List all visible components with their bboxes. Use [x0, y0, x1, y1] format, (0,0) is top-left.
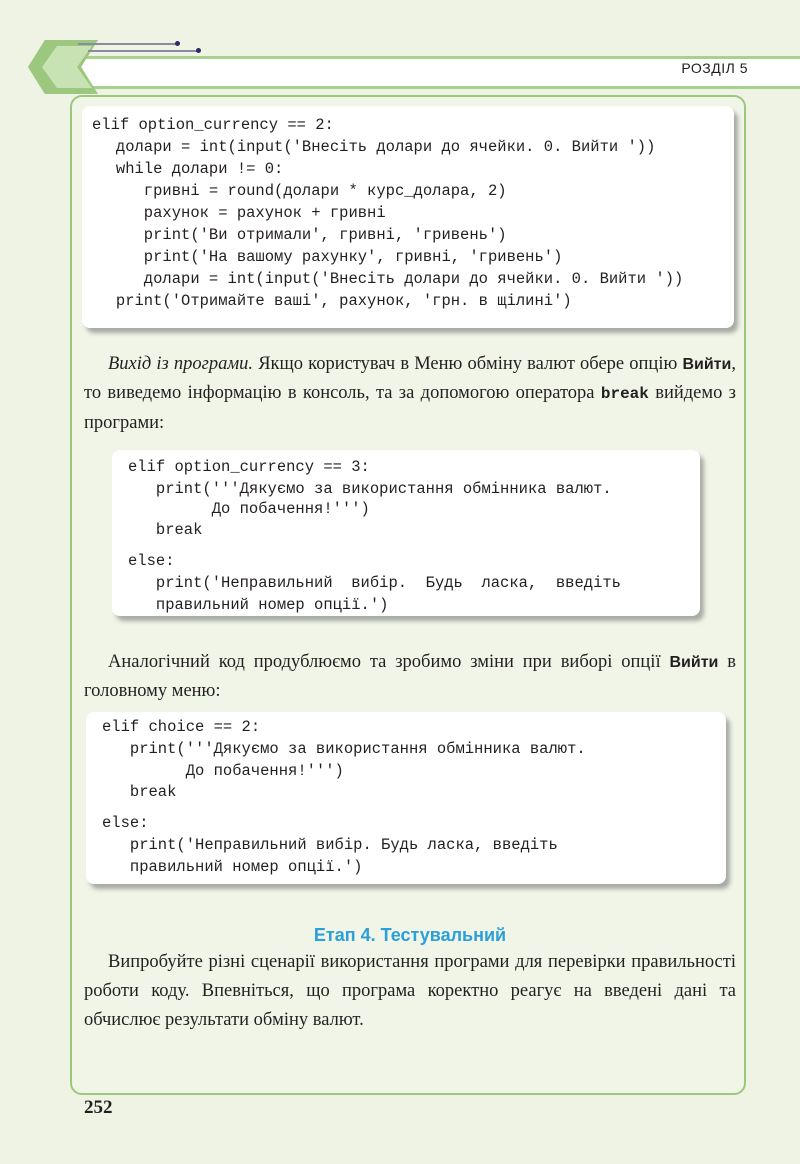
- paragraph-exit: [84, 350, 736, 438]
- code-line: print('Неправильний вибір. Будь ласка, введіть: [128, 574, 621, 592]
- option-name: Вийти: [682, 356, 732, 373]
- option-name: Вийти: [669, 654, 719, 671]
- code-line: break: [102, 783, 177, 801]
- page-number: 252: [84, 1097, 113, 1118]
- code-line: print('Ви отримали', гривні, 'гривень'): [88, 226, 507, 244]
- code-line: До побачення!'''): [128, 500, 370, 518]
- code-line: рахунок = рахунок + гривні: [88, 204, 386, 222]
- code-line: правильний номер опції.'): [102, 858, 363, 876]
- paragraph-analog: [84, 648, 736, 706]
- paragraph-lead: Вихід із програми.: [108, 354, 254, 374]
- code-line: гривні = round(долари * курс_долара, 2): [88, 182, 507, 200]
- code-line: break: [128, 521, 203, 539]
- code-line: elif option_currency == 3:: [128, 458, 370, 476]
- paragraph-text: в головному меню:: [84, 652, 736, 701]
- code-block-3: [86, 712, 726, 884]
- code-line: До побачення!'''): [102, 762, 344, 780]
- stage-title: Етап 4. Тестувальний: [313, 925, 507, 945]
- code-line: правильний номер опції.'): [128, 596, 389, 614]
- code-line: while долари != 0:: [88, 160, 284, 178]
- code-line: print('Отримайте ваші', рахунок, 'грн. в щілині'): [88, 292, 572, 310]
- section-label: РОЗДІЛ 5: [681, 60, 748, 76]
- code-line: print('''Дякуємо за використання обмінника валют.: [128, 480, 612, 498]
- code-line: elif choice == 2:: [102, 718, 261, 736]
- paragraph-text: Випробуйте різні сценарії використання програми для перевірки правильності роботи коду. Впевніться, що програма коректно реагує на введені дані та обчислює результати обміну валют.: [84, 952, 736, 1030]
- header-dot: [175, 41, 180, 46]
- paragraph-text: вийдемо з програми:: [84, 383, 736, 433]
- header-line: [88, 50, 198, 52]
- code-block-2: [112, 450, 700, 616]
- header-dot: [196, 48, 201, 53]
- paragraph-testing: [84, 948, 736, 1035]
- code-line: else:: [128, 552, 175, 570]
- code-line: долари = int(input('Внесіть долари до ячейки. 0. Вийти ')): [88, 138, 656, 156]
- code-line: elif option_currency == 2:: [92, 116, 334, 134]
- header-line: [78, 43, 178, 45]
- code-line: долари = int(input('Внесіть долари до ячейки. 0. Вийти ')): [88, 270, 684, 288]
- code-line: print('''Дякуємо за використання обмінника валют.: [102, 740, 586, 758]
- code-line: else:: [102, 814, 149, 832]
- paragraph-text: , то виведемо інформацію в консоль, та за допомогою оператора: [84, 354, 736, 403]
- paragraph-text: Аналогічний код продублюємо та зробимо зміни при виборі опції: [108, 652, 670, 672]
- code-line: print('Неправильний вибір. Будь ласка, введіть: [102, 836, 558, 854]
- code-line: print('На вашому рахунку', гривні, 'гривень'): [88, 248, 563, 266]
- code-block-1: [82, 106, 734, 328]
- paragraph-text: Якщо користувач в Меню обміну валют обере опцію: [253, 354, 683, 374]
- keyword-break: break: [600, 385, 649, 403]
